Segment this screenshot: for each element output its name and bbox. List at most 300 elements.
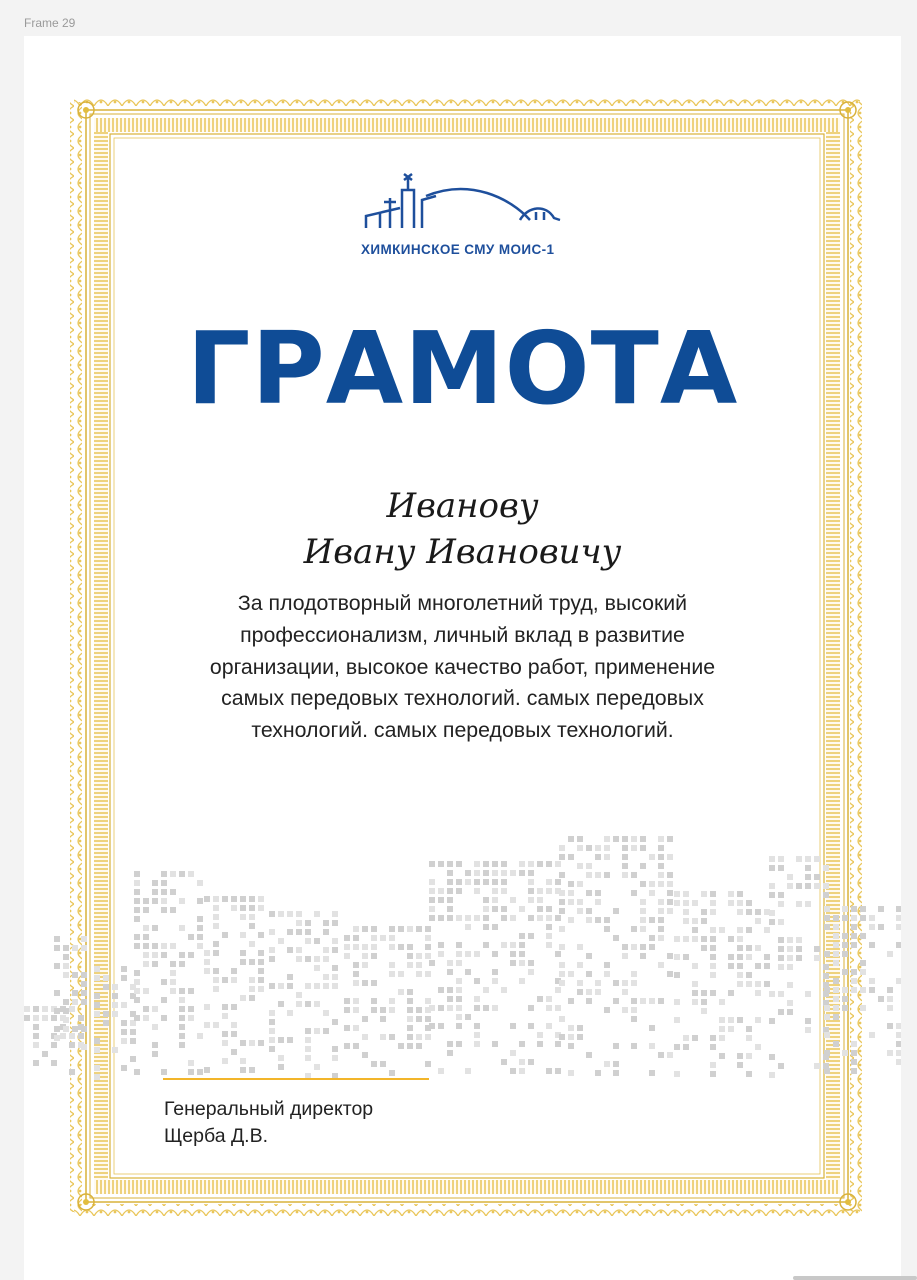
city-window-block [179,952,185,958]
city-window-block [546,942,552,948]
city-window-block [586,863,592,869]
city-window-block [278,1001,284,1007]
city-window-block [728,1026,734,1032]
city-window-block [755,990,761,996]
city-window-block [287,983,293,989]
city-window-block [240,1058,246,1064]
city-window-block [314,1064,320,1070]
city-window-block [258,950,264,956]
city-window-block [823,883,829,889]
signature-line [163,1078,429,1080]
city-window-block [465,1014,471,1020]
city-window-block [161,952,167,958]
city-window-block [860,915,866,921]
city-window-block [667,899,673,905]
city-window-block [577,908,583,914]
city-window-block [769,1072,775,1078]
city-window-block [896,1023,901,1029]
city-window-block [896,942,901,948]
city-window-block [258,905,264,911]
city-window-block [719,999,725,1005]
city-window-block [231,977,237,983]
city-window-block [649,998,655,1004]
city-window-block [197,916,203,922]
city-window-block [161,889,167,895]
city-window-block [577,989,583,995]
city-window-block [796,856,802,862]
city-window-block [658,926,664,932]
city-window-block [63,945,69,951]
city-window-block [152,961,158,967]
city-window-block [465,1068,471,1074]
city-window-block [613,1061,619,1067]
city-window-block [371,1061,377,1067]
city-window-block [604,872,610,878]
city-window-block [559,1016,565,1022]
city-window-block [755,909,761,915]
city-window-block [842,1050,848,1056]
city-window-block [121,1002,127,1008]
city-window-block [380,1061,386,1067]
city-window-block [33,1033,39,1039]
city-window-block [851,987,857,993]
city-window-block [577,836,583,842]
city-window-block [332,938,338,944]
city-window-block [640,908,646,914]
city-window-block [179,1006,185,1012]
recipient-surname: Иванову [386,486,539,526]
city-window-block [501,1059,507,1065]
certificate-sheet [24,36,901,1280]
city-window-block [240,959,246,965]
city-window-block [796,955,802,961]
city-window-block [787,964,793,970]
city-window-block [407,944,413,950]
city-window-block [613,1070,619,1076]
city-window-block [796,901,802,907]
city-window-block [134,1069,140,1075]
city-window-block [674,972,680,978]
city-window-block [222,1004,228,1010]
city-window-block [204,968,210,974]
city-window-block [568,854,574,860]
city-window-block [796,883,802,889]
city-window-block [631,1043,637,1049]
city-window-block [528,1005,534,1011]
city-window-block [204,950,210,956]
city-window-block [456,879,462,885]
city-window-block [737,891,743,897]
city-window-block [501,987,507,993]
city-window-block [362,926,368,932]
city-window-block [814,874,820,880]
city-window-block [278,1055,284,1061]
city-window-block [814,1063,820,1069]
city-window-block [851,1050,857,1056]
city-window-block [787,946,793,952]
city-window-block [112,1011,118,1017]
city-window-block [746,954,752,960]
city-window-block [683,891,689,897]
city-window-block [447,1050,453,1056]
city-window-block [501,870,507,876]
city-window-block [447,960,453,966]
city-window-block [429,879,435,885]
city-window-block [658,998,664,1004]
city-window-block [371,926,377,932]
city-window-block [456,960,462,966]
city-window-block [161,997,167,1003]
city-window-block [447,1041,453,1047]
city-window-block [555,915,561,921]
city-window-block [296,920,302,926]
city-window-block [231,1004,237,1010]
city-window-block [362,944,368,950]
city-window-block [595,980,601,986]
city-window-block [778,919,784,925]
city-window-block [674,1044,680,1050]
city-window-block [546,879,552,885]
city-window-block [613,1043,619,1049]
city-window-block [528,933,534,939]
city-window-block [814,946,820,952]
city-window-block [63,1026,69,1032]
city-window-block [546,861,552,867]
city-window-block [613,998,619,1004]
city-window-block [323,1010,329,1016]
city-window-block [429,897,435,903]
city-window-block [314,911,320,917]
city-window-block [121,1020,127,1026]
city-window-block [814,883,820,889]
city-window-block [896,924,901,930]
city-window-block [528,915,534,921]
city-window-block [878,924,884,930]
city-window-block [314,1028,320,1034]
city-window-block [824,924,830,930]
city-window-block [710,891,716,897]
horizontal-scrollbar[interactable] [793,1276,917,1280]
city-window-block [121,1038,127,1044]
city-window-block [586,998,592,1004]
city-window-block [398,926,404,932]
city-window-block [719,1026,725,1032]
city-window-block [692,990,698,996]
city-window-block [622,944,628,950]
city-window-block [447,870,453,876]
city-window-block [604,1007,610,1013]
city-window-block [510,942,516,948]
city-window-block [559,971,565,977]
city-window-block [737,1017,743,1023]
city-window-block [546,1005,552,1011]
city-window-block [778,865,784,871]
city-window-block [823,973,829,979]
city-window-block [134,997,140,1003]
city-window-block [362,1034,368,1040]
city-window-block [447,969,453,975]
city-window-block [305,983,311,989]
city-window-block [746,945,752,951]
city-window-block [240,932,246,938]
city-window-block [474,1041,480,1047]
city-window-block [842,951,848,957]
city-window-block [778,964,784,970]
city-window-block [860,933,866,939]
city-window-block [769,1054,775,1060]
city-window-block [456,915,462,921]
city-window-block [389,971,395,977]
city-window-block [456,987,462,993]
city-window-block [287,929,293,935]
city-window-block [332,965,338,971]
city-window-block [353,944,359,950]
city-window-block [568,971,574,977]
city-window-block [658,836,664,842]
city-window-block [842,996,848,1002]
city-window-block [555,879,561,885]
city-window-block [447,915,453,921]
city-window-block [701,936,707,942]
city-window-block [658,845,664,851]
city-window-block [305,1046,311,1052]
city-window-block [692,981,698,987]
city-window-block [769,883,775,889]
city-window-block [878,996,884,1002]
city-window-block [649,917,655,923]
city-window-block [474,1032,480,1038]
city-window-block [769,865,775,871]
city-window-block [528,1023,534,1029]
city-window-block [833,942,839,948]
city-window-block [833,960,839,966]
city-window-block [222,1013,228,1019]
city-window-block [296,929,302,935]
city-window-block [231,1049,237,1055]
city-window-block [896,978,901,984]
city-window-block [474,861,480,867]
city-window-block [143,898,149,904]
city-window-block [869,924,875,930]
city-window-block [398,989,404,995]
city-window-block [805,901,811,907]
city-window-block [492,888,498,894]
city-window-block [492,951,498,957]
city-window-block [869,987,875,993]
city-window-block [755,918,761,924]
city-window-block [631,845,637,851]
city-window-block [492,897,498,903]
city-window-block [188,934,194,940]
city-window-block [755,1017,761,1023]
city-window-block [380,935,386,941]
city-window-block [719,1053,725,1059]
city-window-block [604,962,610,968]
city-window-block [170,943,176,949]
city-window-block [692,1035,698,1041]
city-window-block [649,1070,655,1076]
city-window-block [447,1005,453,1011]
city-window-block [787,982,793,988]
city-window-block [896,1032,901,1038]
city-window-block [134,916,140,922]
city-window-block [362,980,368,986]
city-window-block [197,1069,203,1075]
city-window-block [737,900,743,906]
city-window-block [851,1041,857,1047]
city-window-block [492,1041,498,1047]
city-window-block [287,974,293,980]
city-window-block [622,863,628,869]
city-window-block [805,856,811,862]
city-window-block [103,1020,109,1026]
city-window-block [323,947,329,953]
city-window-block [323,1028,329,1034]
city-window-block [622,872,628,878]
city-window-block [371,998,377,1004]
city-window-block [577,863,583,869]
city-window-block [213,905,219,911]
city-window-block [130,1056,136,1062]
city-window-block [778,892,784,898]
city-window-block [640,944,646,950]
city-window-block [389,998,395,1004]
city-window-block [869,978,875,984]
city-window-block [269,1046,275,1052]
city-window-block [63,972,69,978]
city-window-block [389,1070,395,1076]
city-window-block [380,1016,386,1022]
city-window-block [69,1006,75,1012]
city-window-block [456,888,462,894]
city-window-block [833,933,839,939]
city-window-block [728,936,734,942]
city-window-block [586,872,592,878]
city-window-block [389,944,395,950]
city-window-block [344,998,350,1004]
city-window-block [622,1007,628,1013]
city-window-block [416,1007,422,1013]
city-window-block [823,865,829,871]
city-window-block [258,959,264,965]
city-window-block [314,1001,320,1007]
city-window-block [869,942,875,948]
city-window-block [425,944,431,950]
city-window-block [54,990,60,996]
city-window-block [170,988,176,994]
city-window-block [240,1067,246,1073]
city-window-block [842,906,848,912]
city-window-block [416,962,422,968]
city-window-block [204,896,210,902]
city-window-block [778,937,784,943]
city-window-block [371,1007,377,1013]
city-window-block [425,926,431,932]
city-window-block [296,947,302,953]
city-window-block [314,956,320,962]
city-window-block [447,996,453,1002]
city-window-block [640,899,646,905]
city-window-block [519,1059,525,1065]
city-window-block [429,861,435,867]
city-window-block [559,899,565,905]
city-window-block [604,854,610,860]
city-window-block [701,1008,707,1014]
city-window-block [851,924,857,930]
city-window-block [667,890,673,896]
city-window-block [842,942,848,948]
city-window-block [658,899,664,905]
city-window-block [501,888,507,894]
city-window-block [72,999,78,1005]
city-window-block [501,915,507,921]
city-window-block [231,1031,237,1037]
city-window-block [737,1062,743,1068]
city-window-block [710,972,716,978]
city-window-block [438,888,444,894]
city-window-block [595,1070,601,1076]
city-window-block [197,925,203,931]
city-window-block [492,870,498,876]
city-window-block [161,871,167,877]
city-window-block [69,1069,75,1075]
city-window-block [465,924,471,930]
city-window-block [33,1060,39,1066]
city-window-block [258,986,264,992]
city-window-block [332,911,338,917]
city-window-block [305,1037,311,1043]
city-window-block [398,944,404,950]
city-window-block [278,983,284,989]
city-window-block [152,1006,158,1012]
city-window-block [805,883,811,889]
city-window-block [586,953,592,959]
city-window-block [258,896,264,902]
city-window-block [179,925,185,931]
city-window-block [546,1023,552,1029]
city-window-block [179,1042,185,1048]
city-window-block [63,1008,69,1014]
city-window-block [710,990,716,996]
city-window-block [407,953,413,959]
city-window-block [519,861,525,867]
city-window-block [586,917,592,923]
city-window-block [143,988,149,994]
city-window-block [577,1034,583,1040]
city-window-block [249,923,255,929]
city-window-block [528,897,534,903]
city-window-block [851,1068,857,1074]
city-window-block [483,870,489,876]
city-window-block [746,909,752,915]
city-window-block [667,854,673,860]
city-window-block [510,1068,516,1074]
city-window-block [438,861,444,867]
city-window-block [269,1028,275,1034]
city-window-block [622,953,628,959]
award-description-line: профессионализм, личный вклад в развитие [240,622,685,647]
city-window-block [134,970,140,976]
city-window-block [649,881,655,887]
city-window-block [456,951,462,957]
city-window-block [54,1035,60,1041]
city-window-block [805,874,811,880]
city-window-block [658,881,664,887]
city-window-block [161,1015,167,1021]
city-window-block [438,942,444,948]
city-window-block [456,996,462,1002]
city-window-block [63,963,69,969]
